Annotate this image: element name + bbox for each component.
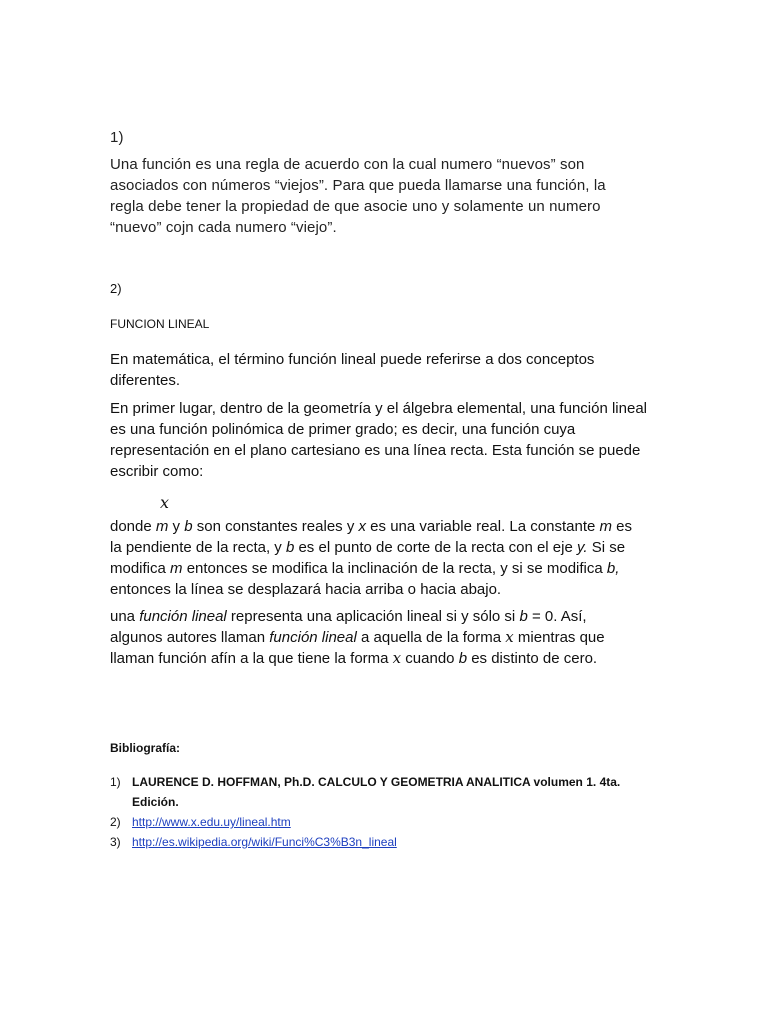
bibliography-item[interactable]: 3) http://es.wikipedia.org/wiki/Funci%C3%B3n_lineal [110, 832, 630, 852]
bibliography-list [110, 772, 630, 852]
paragraph-constants: donde m y b son constantes reales y x es una variable real. La constante m es la pendiente de la recta, y b es el punto de corte de la recta con el eje y. Si se modifica m entonces se modifica la inclinación de la recta, y si se modifica b, entonces la línea se desplazará hacia arriba o hacia abajo. [110, 518, 633, 598]
question-1-number: 1) [110, 129, 124, 146]
paragraph-definition: En primer lugar, dentro de la geometría y el álgebra elemental, una función lineal es una función polinómica de primer grado; es decir, una función cuya representación en el plano cartesiano es una línea recta. Esta función se puede escribir como: [110, 400, 647, 480]
bibliography-title: Bibliografía: [110, 741, 181, 755]
section-heading: FUNCION LINEAL [110, 317, 210, 331]
bibliography-link[interactable]: http://es.wikipedia.org/wiki/Funci%C3%B3n_lineal [132, 835, 397, 849]
bibliography-item: 1) LAURENCE D. HOFFMAN, Ph.D. CALCULO Y GEOMETRIA ANALITICA volumen 1. 4ta. Edición. [110, 775, 621, 809]
question-2-number: 2) [110, 281, 122, 296]
question-1-text: Una función es una regla de acuerdo con la cual numero “nuevos” son asociados con números “viejos”. Para que pueda llamarse una función, la regla debe tener la propiedad de que asocie uno y solamente un numero “nuevo” cojn cada numero “viejo”. [110, 156, 606, 236]
bibliography-item[interactable]: 2) http://www.x.edu.uy/lineal.htm [110, 812, 630, 832]
paragraph-intro: En matemática, el término función lineal puede referirse a dos conceptos diferentes. [110, 351, 595, 389]
bibliography-link[interactable]: http://www.x.edu.uy/lineal.htm [132, 815, 291, 829]
formula: x [160, 493, 170, 512]
paragraph-linear-map: una función lineal representa una aplicación lineal si y sólo si b = 0. Así, algunos autores llaman función lineal a aquella de la forma x mientras que llaman función afín a la que tiene la forma x cuando b es distinto de cero. [110, 608, 605, 667]
